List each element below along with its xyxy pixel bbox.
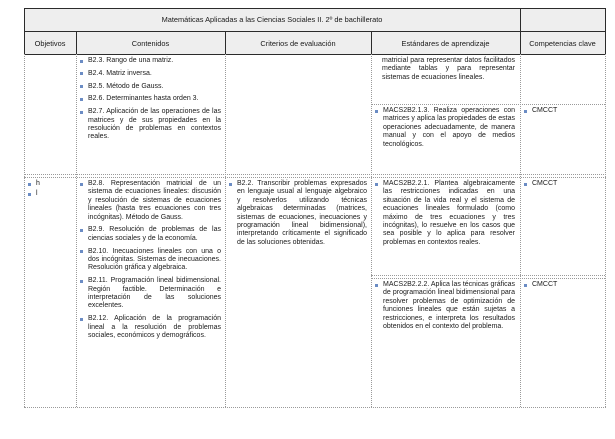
header-contenidos-label: Contenidos	[131, 39, 170, 48]
contenido-text: B2.10. Inecuaciones lineales con una o dos incógnitas. Sistemas de inecuaciones. Resolución gráfica y algebraica.	[88, 247, 221, 272]
block2-estandar-2	[371, 278, 520, 407]
contenido-item	[79, 83, 221, 91]
contenido-text: B2.9. Resolución de problemas de las ciencias sociales y de la economía.	[88, 226, 221, 242]
rule	[24, 174, 606, 175]
bullet-icon	[80, 318, 83, 321]
bullet-icon	[80, 85, 83, 88]
bullet-icon	[80, 280, 83, 283]
header-competencias	[520, 31, 605, 54]
bullet-icon	[80, 250, 83, 253]
rule	[225, 54, 226, 407]
contenido-item	[79, 180, 221, 222]
header-estandares-label: Estándares de aprendizaje	[401, 39, 490, 48]
contenido-text: B2.5. Método de Gauss.	[88, 82, 164, 90]
bullet-icon	[28, 193, 31, 196]
block1-competencias	[520, 104, 605, 174]
header-contenidos	[76, 31, 225, 54]
contenido-text: B2.8. Representación matricial de un sistema de ecuaciones lineales: discusión y resolución de sistemas de ecuaciones lineales (hasta tres ecuaciones con tres incógnitas). Método de Gauss.	[88, 180, 221, 221]
objetivo-text: h	[36, 180, 40, 187]
bullet-icon	[524, 284, 527, 287]
rule	[24, 8, 25, 54]
contenido-item	[79, 248, 221, 273]
contenido-item	[79, 70, 221, 78]
contenido-item	[79, 57, 221, 65]
header-competencias-label: Competencias clave	[529, 39, 596, 48]
rule	[371, 54, 372, 407]
contenido-text: B2.12. Aplicación de la programación lineal a la resolución de problemas sociales, económicos y demográficos.	[88, 315, 221, 340]
estandar-item	[374, 281, 515, 331]
rule	[520, 8, 521, 54]
block2-contenidos	[76, 177, 225, 407]
rule	[24, 8, 606, 9]
bullet-icon	[80, 98, 83, 101]
block1-objetivos	[24, 54, 76, 174]
rule	[76, 31, 77, 54]
criterio-text: B2.2. Transcribir problemas expresados en lenguaje usual al lenguaje algebraico y resolverlos utilizando técnicas algebraicas determinadas (matrices, sistemas de ecuaciones, inecuaciones y programación lineal bidimensional), interpretando críticamente el significado de las soluciones obtenidas.	[237, 180, 367, 246]
estandar-text: MACS2B2.2.1. Plantea algebraicamente las restricciones indicadas en una situación de la vida real y el sistema de ecuaciones lineales formulado (como máximo de tres ecuaciones y tres incógnitas), lo resuelve en los casos que sea posible y lo aplica para resolver problemas en contextos reales.	[383, 180, 515, 246]
rule	[24, 31, 606, 32]
table-title-row	[24, 8, 520, 31]
block1-criterios	[225, 54, 371, 174]
bullet-icon	[229, 183, 232, 186]
competencia-text: CMCCT	[532, 281, 558, 288]
contenido-item	[79, 108, 221, 142]
contenido-text: B2.11. Programación lineal bidimensional. Región factible. Determinación e interpretación de las soluciones excelentes.	[88, 277, 221, 310]
bullet-icon	[375, 183, 378, 186]
bullet-icon	[80, 60, 83, 63]
header-objetivos-label: Objetivos	[34, 39, 66, 48]
competencia-item	[523, 180, 601, 188]
rule	[24, 54, 25, 407]
objetivo-item	[27, 180, 73, 188]
block1-estandar	[371, 104, 520, 174]
rule	[24, 54, 606, 55]
block2-competencias-2	[520, 278, 605, 407]
block1-competencias-top	[520, 54, 605, 104]
bullet-icon	[80, 111, 83, 114]
rule	[24, 407, 606, 408]
contenido-item	[79, 95, 221, 103]
estandar-item	[374, 107, 515, 149]
competencia-item	[523, 107, 601, 115]
block1-contenidos	[76, 54, 225, 174]
contenido-text: B2.6. Determinantes hasta orden 3.	[88, 95, 199, 103]
rule	[605, 54, 606, 407]
rule	[605, 8, 606, 54]
bullet-icon	[80, 229, 83, 232]
header-criterios-label: Criterios de evaluación	[260, 39, 336, 48]
criterio-item	[228, 180, 367, 247]
contenido-item	[79, 226, 221, 243]
estandar-text: MACS2B2.1.3. Realiza operaciones con matrices y aplica las propiedades de estas operaciones adecuadamente, de manera manual y con el apoyo de medios tecnológicos.	[383, 107, 515, 148]
estandar-continuation-text: matricial para representar datos facilitados mediante tablas y para representar sistemas de ecuaciones lineales.	[382, 57, 515, 81]
block2-competencias-1	[520, 177, 605, 275]
header-objetivos	[24, 31, 76, 54]
block1-estandar-continuation	[371, 54, 520, 104]
rule	[371, 104, 605, 105]
competencia-text: CMCCT	[532, 107, 558, 114]
rule	[371, 278, 605, 279]
contenido-text: B2.3. Rango de una matriz.	[88, 57, 174, 64]
contenido-item	[79, 315, 221, 340]
header-corner	[520, 8, 605, 31]
table-title: Matemáticas Aplicadas a las Ciencias Sociales II. 2º de bachillerato	[161, 15, 383, 24]
objetivo-item	[27, 190, 73, 198]
header-estandares	[371, 31, 520, 54]
contenido-item	[79, 277, 221, 311]
bullet-icon	[524, 110, 527, 113]
block2-objetivos	[24, 177, 76, 407]
bullet-icon	[80, 183, 83, 186]
rule	[371, 275, 605, 276]
bullet-icon	[375, 284, 378, 287]
rule	[371, 31, 372, 54]
header-criterios	[225, 31, 371, 54]
competencia-text: CMCCT	[532, 180, 558, 187]
bullet-icon	[524, 183, 527, 186]
block2-criterios	[225, 177, 371, 407]
bullet-icon	[375, 110, 378, 113]
bullet-icon	[28, 183, 31, 186]
block2-estandar-1	[371, 177, 520, 275]
rule	[225, 31, 226, 54]
estandar-text: MACS2B2.2.2. Aplica las técnicas gráficas de programación lineal bidimensional para resolver problemas de optimización de funciones lineales que están sujetas a restricciones, e interpreta los resultados obtenidos en el contexto del problema.	[383, 281, 515, 331]
competencia-item	[523, 281, 601, 289]
rule	[76, 54, 77, 407]
objetivo-text: l	[36, 190, 38, 198]
estandar-item	[374, 180, 515, 247]
contenido-text: B2.4. Matriz inversa.	[88, 69, 152, 77]
bullet-icon	[80, 72, 83, 75]
contenido-text: B2.7. Aplicación de las operaciones de las matrices y de sus propiedades en la resolución de problemas en contextos reales.	[88, 108, 221, 141]
rule	[24, 177, 606, 178]
rule	[520, 54, 521, 407]
